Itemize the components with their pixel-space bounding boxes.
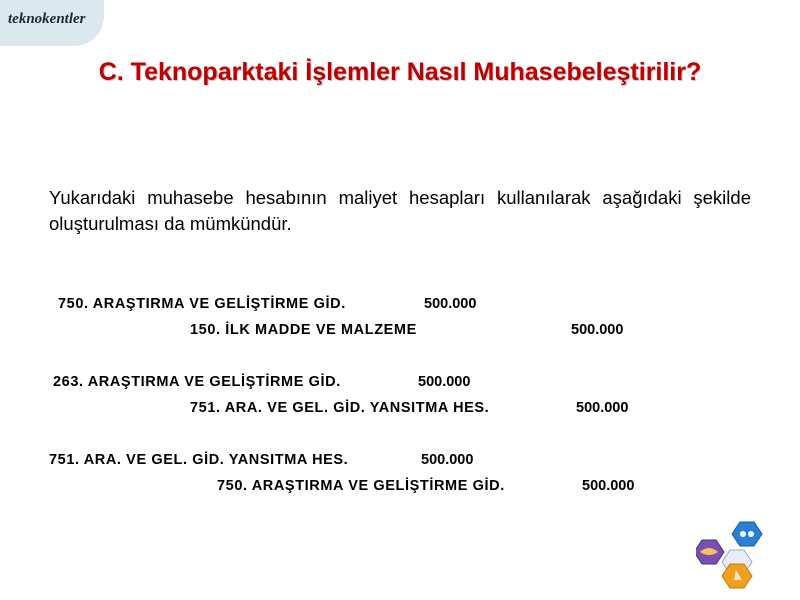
credit-account: 150. İLK MADDE VE MALZEME [190,322,417,338]
debit-amount: 500.000 [418,374,471,390]
page-title: C. Teknoparktaki İşlemler Nasıl Muhasebeleştirilir? [98,58,702,86]
debit-account: 263. ARAŞTIRMA VE GELİŞTİRME GİD. [53,374,341,390]
debit-account: 751. ARA. VE GEL. GİD. YANSITMA HES. [49,452,349,468]
intro-paragraph: Yukarıdaki muhasebe hesabının maliyet hesapları kullanılarak aşağıdaki şekilde oluşturulması da mümkündür. [49,187,751,234]
debit-amount: 500.000 [421,452,474,468]
debit-amount: 500.000 [424,296,477,312]
credit-amount: 500.000 [576,400,629,416]
credit-amount: 500.000 [582,478,635,494]
credit-account: 751. ARA. VE GEL. GİD. YANSITMA HES. [190,400,490,416]
credit-amount: 500.000 [571,322,624,338]
logo-text: teknokentler [8,11,86,27]
hexagon-cluster-icon [696,520,766,590]
debit-account: 750. ARAŞTIRMA VE GELİŞTİRME GİD. [58,296,346,312]
credit-account: 750. ARAŞTIRMA VE GELİŞTİRME GİD. [217,478,505,494]
